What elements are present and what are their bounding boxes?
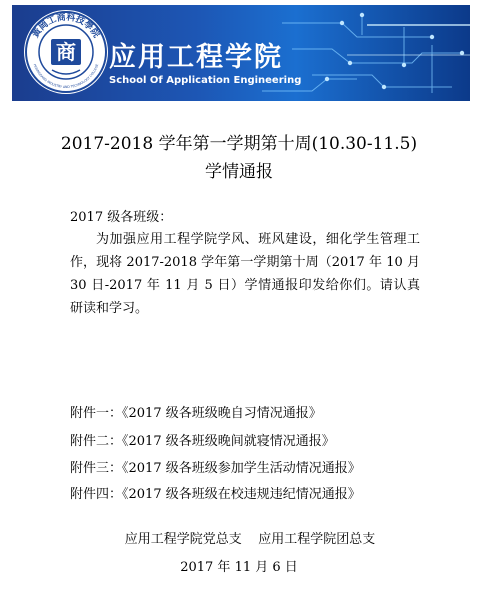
attachment-4: 附件四：《2017 级各班级在校违规违纪情况通报》 <box>70 487 361 502</box>
attachment-3: 附件三：《2017 级各班级参加学生活动情况通报》 <box>70 461 361 476</box>
attachment-2: 附件二：《2017 级各班级晚间就寝情况通报》 <box>70 434 335 449</box>
seal-ring-text: 黃岡工商科技學院 <box>30 12 102 40</box>
attachment-1: 附件一：《2017 级各班级晚自习情况通报》 <box>70 406 322 421</box>
body-paragraph: 为加强应用工程学院学风、班风建设，细化学生管理工作，现将 2017-2018 学年第一学期第十周（2017 年 10 月 30 日-2017 年 11 月 5 日）学情通报印发给你们。请认真研读和学习。 <box>70 232 420 316</box>
college-name-english: School Of Application Engineering <box>109 75 302 86</box>
signature-units: 应用工程学院党总支 应用工程学院团总支 <box>124 532 376 547</box>
issue-date: 2017 年 11 月 6 日 <box>180 560 298 575</box>
header-banner <box>12 5 470 101</box>
seal-center-glyph: 商 <box>56 40 76 64</box>
document-title-line-2: 学情通报 <box>205 162 273 182</box>
seal-ring-english: HUANGGANG INDUSTRY AND TECHNOLOGY COLLEGE <box>32 63 100 90</box>
college-seal-logo <box>22 8 110 96</box>
college-name: 应用工程学院 <box>109 42 283 73</box>
document-title-line-1: 2017-2018 学年第一学期第十周(10.30-11.5) <box>60 134 418 154</box>
greeting-line: 2017 级各班级： <box>70 210 173 225</box>
